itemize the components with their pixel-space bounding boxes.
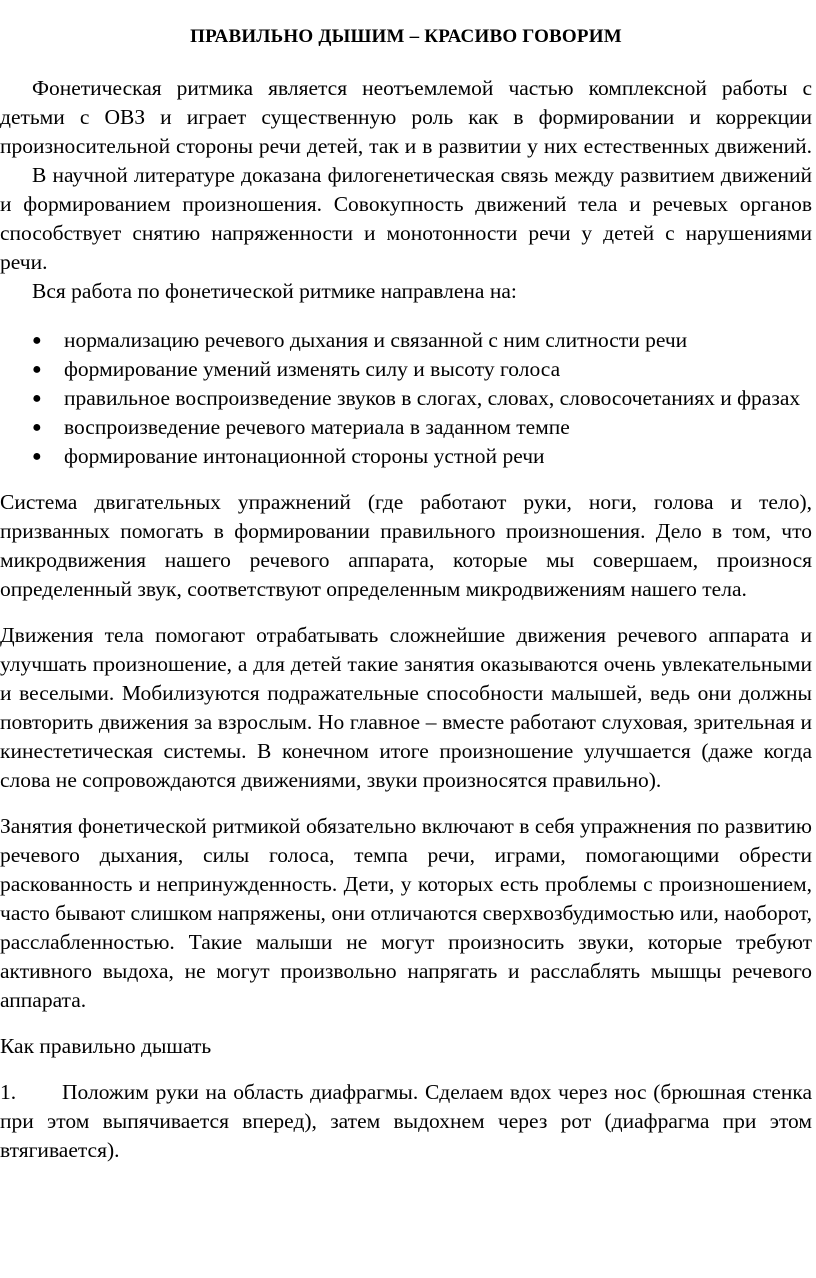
- step-item: [0, 1078, 812, 1165]
- bullet-icon: ●: [32, 332, 42, 349]
- list-item: ● формирование умений изменять силу и высоту голоса: [0, 355, 812, 384]
- document-body: [0, 22, 812, 1165]
- step-number: 1.: [0, 1080, 17, 1104]
- bullet-icon: ●: [32, 448, 42, 465]
- bullet-icon: ●: [32, 361, 42, 378]
- list-item: ● формирование интонационной стороны устной речи: [0, 442, 812, 471]
- body-paragraph-2: Движения тела помогают отрабатывать сложнейшие движения речевого аппарата и улучшать произношение, а для детей такие занятия оказываются очень увлекательными и веселыми. Мобилизуются подражательные способности малышей, ведь они должны повторить движения за взрослым. Но главное – вместе работают слуховая, зрительная и кинестетическая системы. В конечном итоге произношение улучшается (даже когда слова не сопровождаются движениями, звуки произносятся правильно).: [0, 623, 812, 792]
- list-item: ● правильное воспроизведение звуков в слогах, словах, словосочетаниях и фразах: [0, 384, 812, 413]
- bullet-icon: ●: [32, 390, 42, 407]
- document-title: ПРАВИЛЬНО ДЫШИМ – КРАСИВО ГОВОРИМ: [190, 26, 622, 47]
- step-text: Положим руки на область диафрагмы. Сделаем вдох через нос (брюшная стенка при этом выпячивается вперед), затем выдохнем через рот (диафрагма при этом втягивается).: [0, 1080, 812, 1162]
- intro-paragraph-2: В научной литературе доказана филогенетическая связь между развитием движений и формированием произношения. Совокупность движений тела и речевых органов способствует снятию напряженности и монотонности речи у детей с нарушениями речи.: [0, 163, 812, 274]
- intro-paragraph-3: Вся работа по фонетической ритмике направлена на:: [32, 279, 517, 303]
- bullet-list: [0, 326, 812, 471]
- body-paragraph-3: Занятия фонетической ритмикой обязательно включают в себя упражнения по развитию речевого дыхания, силы голоса, темпа речи, играми, помогающими обрести раскованность и непринужденность. Дети, у которых есть проблемы с произношением, часто бывают слишком напряжены, они отличаются сверхвозбудимостью или, наоборот, расслабленностью. Такие малыши не могут произносить звуки, которые требуют активного выдоха, не могут произвольно напрягать и расслаблять мышцы речевого аппарата.: [0, 814, 812, 1012]
- subheading: Как правильно дышать: [0, 1034, 212, 1058]
- list-item: ● воспроизведение речевого материала в заданном темпе: [0, 413, 812, 442]
- list-item: ● нормализацию речевого дыхания и связанной с ним слитности речи: [0, 326, 812, 355]
- body-paragraph-1: Система двигательных упражнений (где работают руки, ноги, голова и тело), призванных помогать в формировании правильного произношения. Дело в том, что микродвижения нашего речевого аппарата, которые мы совершаем, произнося определенный звук, соответствуют определенным микродвижениям нашего тела.: [0, 490, 812, 601]
- intro-paragraph-1: Фонетическая ритмика является неотъемлемой частью комплексной работы с детьми с ОВЗ и играет существенную роль как в формировании и коррекции произносительной стороны речи детей, так и в развитии у них естественных движений.: [0, 76, 812, 158]
- bullet-icon: ●: [32, 419, 42, 436]
